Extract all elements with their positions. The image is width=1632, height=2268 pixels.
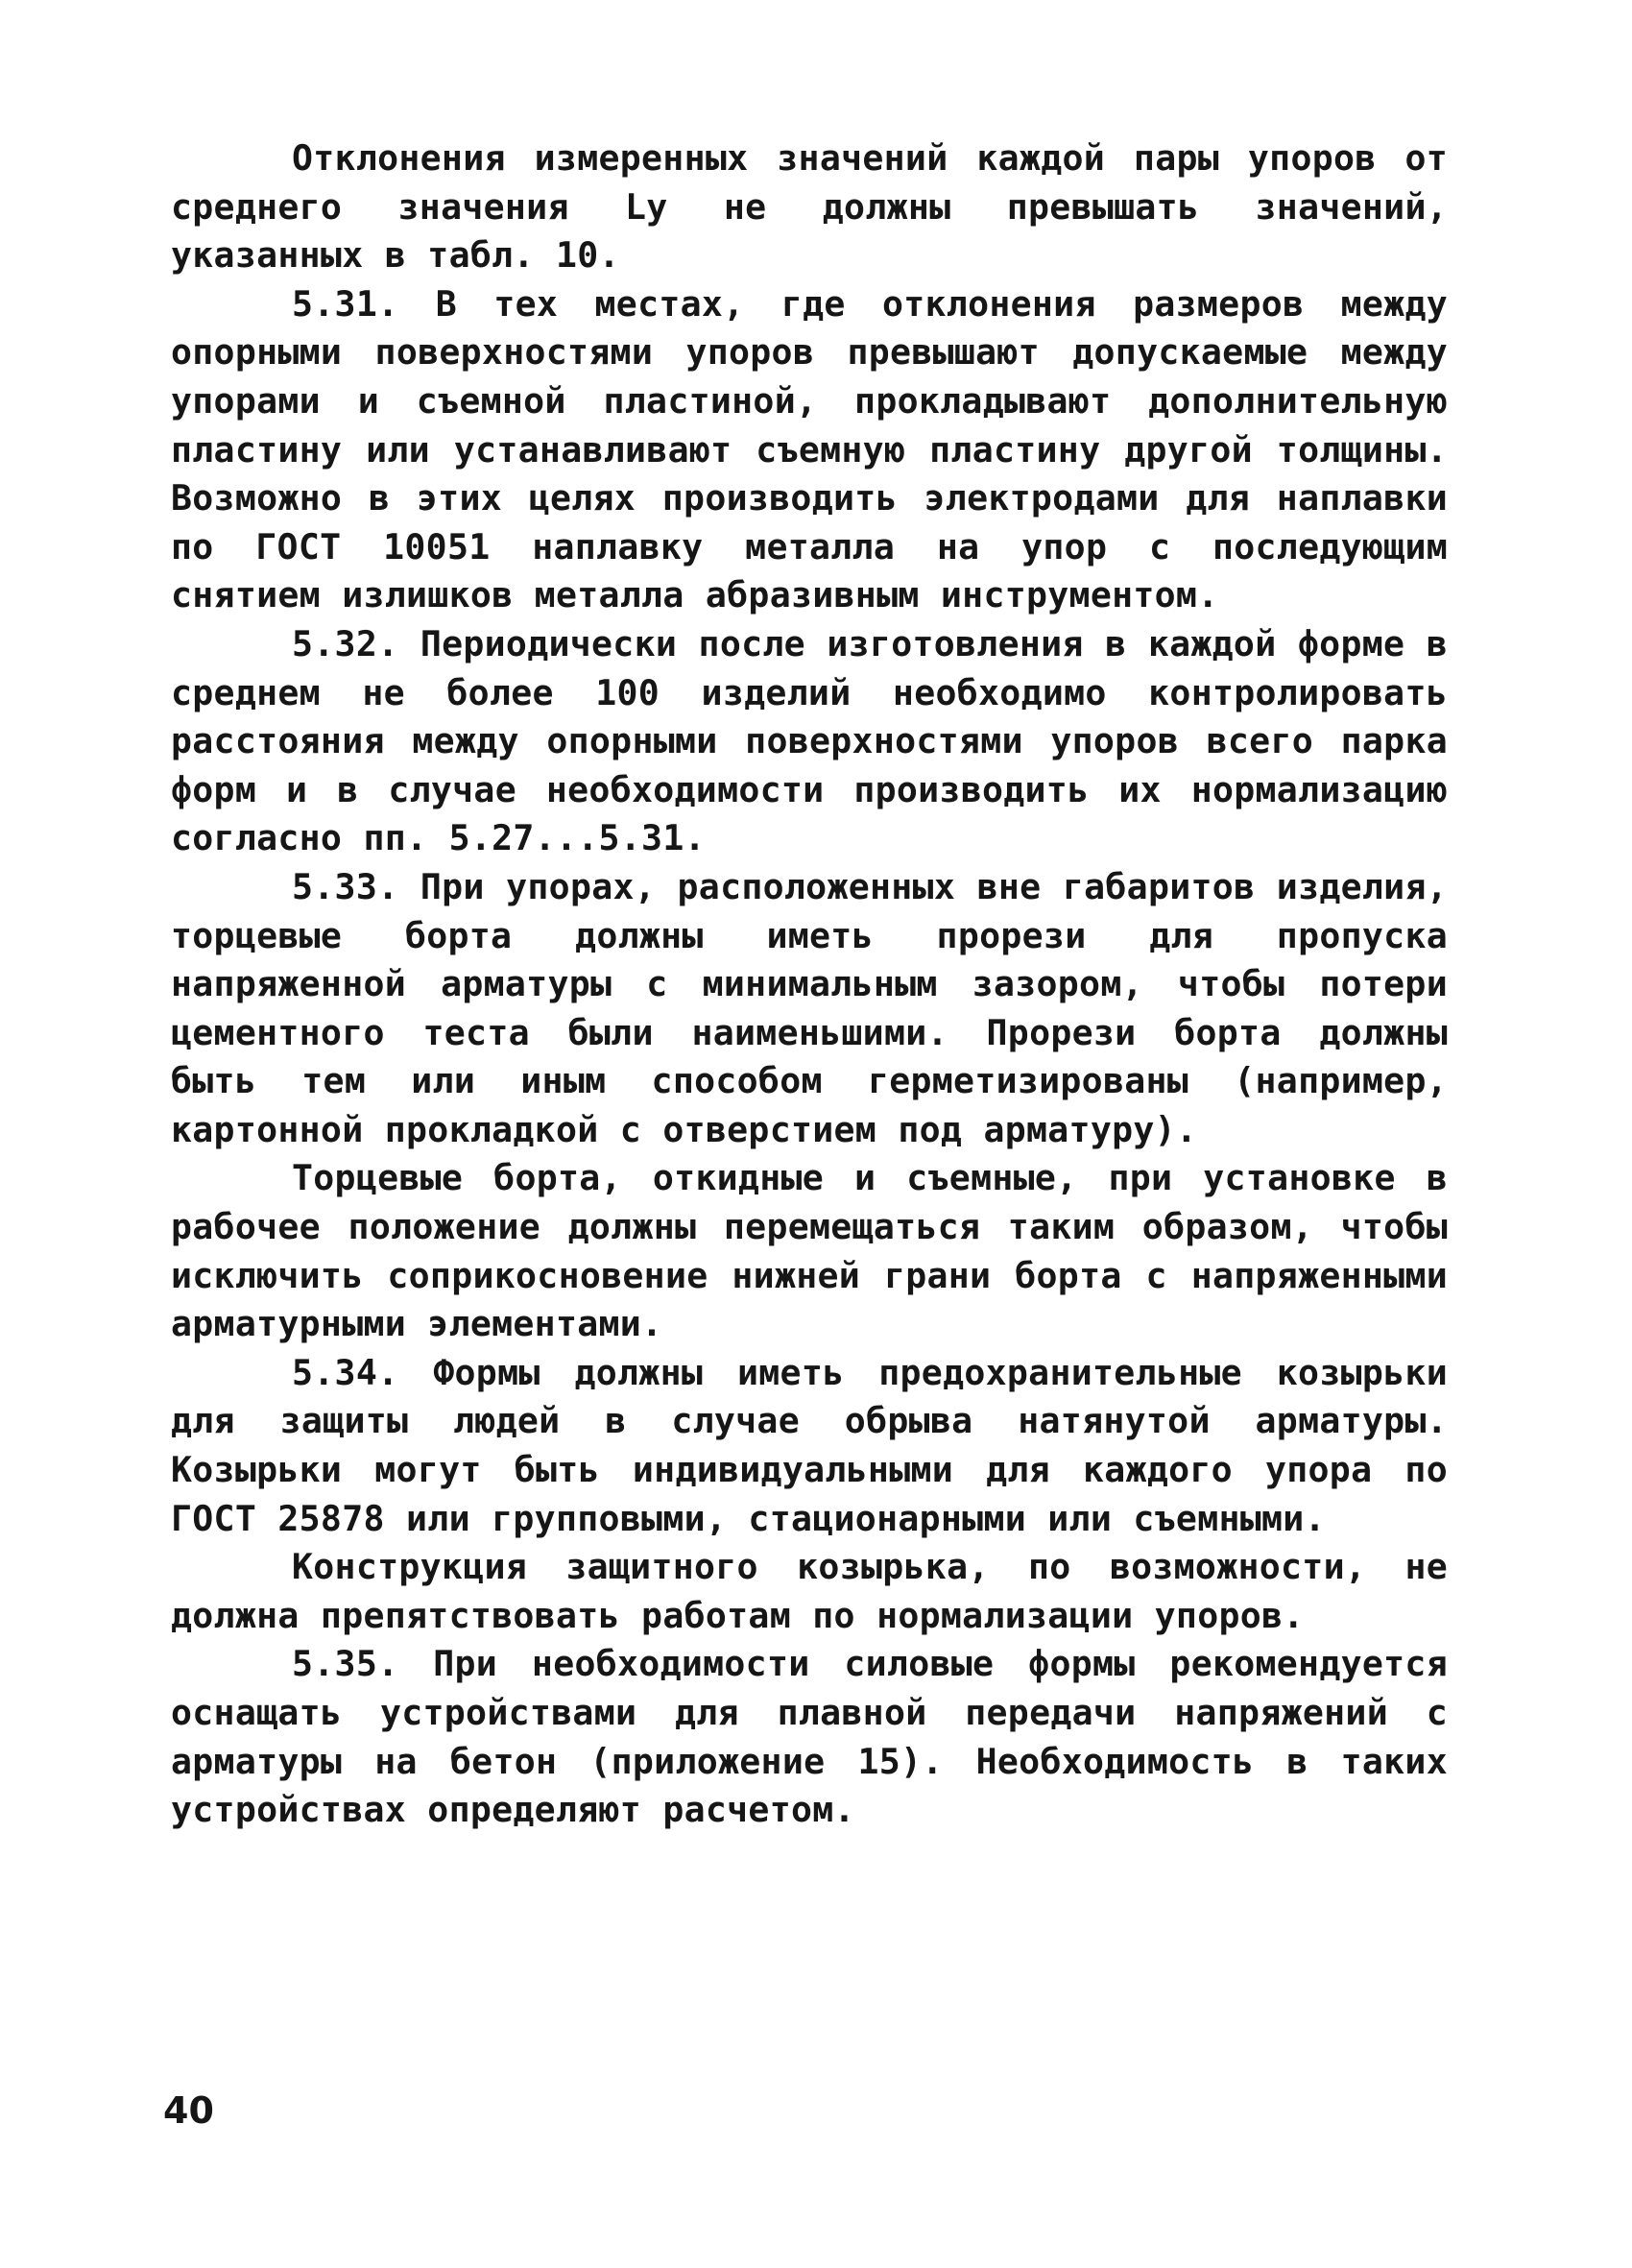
page-number: 40 [163, 2089, 214, 2132]
paragraph-visor-design: Конструкция защитного козырька, по возможности, не должна препятствовать работам по нормализации упоров. [171, 1546, 1448, 1636]
paragraph-5-31: 5.31. В тех местах, где отклонения размеров между опорными поверхностями упоров превышают допускаемые между упорами и съемной пластиной, прокладывают дополнительную пластину или устанавливают съемную пластину другой толщины. Возможно в этих целях производить электродами для наплавки по ГОСТ 10051 наплавку металла на упор с последующим снятием излишков металла абразивным инструментом. [171, 282, 1448, 616]
paragraph-end-boards: Торцевые борта, откидные и съемные, при установке в рабочее положение должны перемещаться таким образом, чтобы исключить соприкосновение нижней грани борта с напряженными арматурными элементами. [171, 1157, 1448, 1345]
paragraph-5-32: 5.32. Периодически после изготовления в каждой форме в среднем не более 100 изделий необходимо контролировать расстояния между опорными поверхностями упоров всего парка форм и в случае необходимости производить их нормализацию согласно пп. 5.27...5.31. [171, 622, 1448, 859]
paragraph-5-35: 5.35. При необходимости силовые формы рекомендуется оснащать устройствами для плавной передачи напряжений с арматуры на бетон (приложение 15). Необходимость в таких устройствах определяют расчетом. [171, 1643, 1448, 1831]
paragraph-5-33: 5.33. При упорах, расположенных вне габаритов изделия, торцевые борта должны иметь прорези для пропуска напряженной арматуры с минимальным зазором, чтобы потери цементного теста были наименьшими. Прорези борта должны быть тем или иным способом герметизированы (например, картонной прокладкой с отверстием под арматуру). [171, 865, 1448, 1150]
paragraph-deviation-intro: Отклонения измеренных значений каждой пары упоров от среднего значения Lу не должны превышать значений, указанных в табл. 10. [171, 137, 1448, 277]
paragraph-5-34: 5.34. Формы должны иметь предохранительные козырьки для защиты людей в случае обрыва натянутой арматуры. Козырьки могут быть индивидуальными для каждого упора по ГОСТ 25878 или групповыми, стационарными или съемными. [171, 1351, 1448, 1539]
body-text [171, 134, 1448, 1835]
